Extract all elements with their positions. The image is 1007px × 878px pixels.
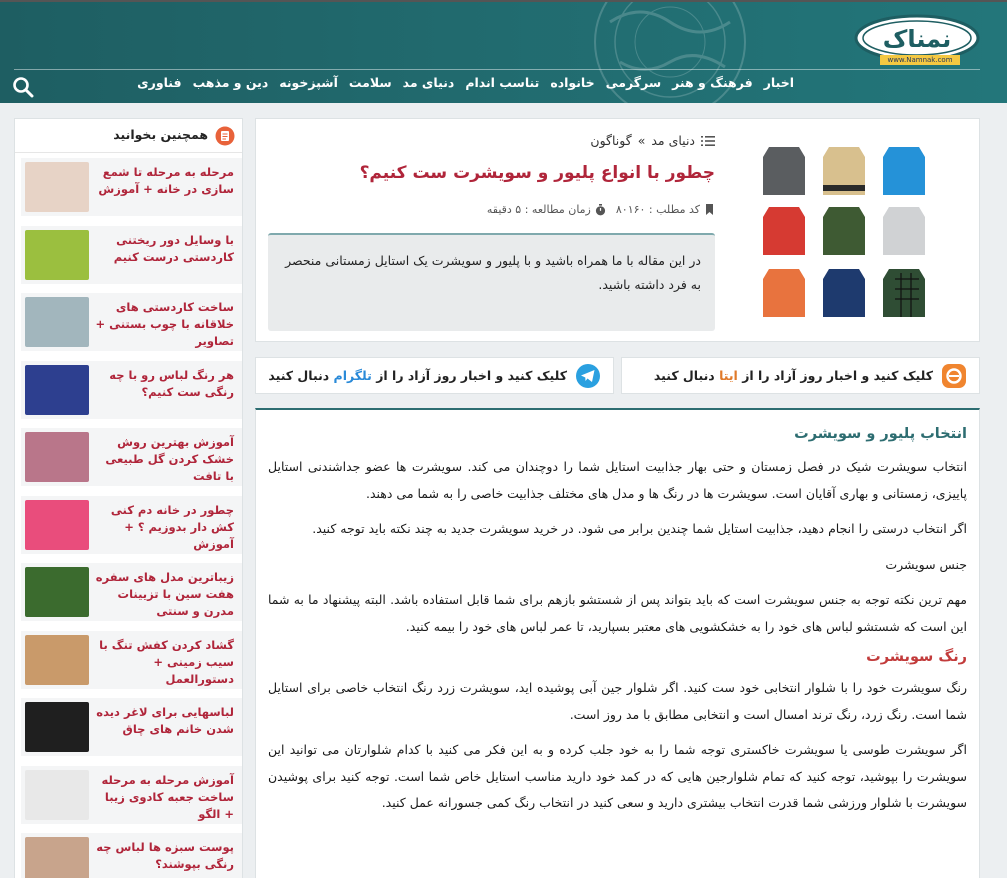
paragraph-5: رنگ سویشرت خود را با شلوار انتخابی خود ست کنید. اگر شلوار جین آبی پوشیده اید، سویشرت زرد رنگ انتخاب خاصی برای استایل شما است. رنگ زرد، رنگ ترند امسال است و انتخابی مطابق با مد روز است.: [268, 680, 967, 722]
sidebar-thumbnail[interactable]: [25, 635, 89, 685]
nav-item-fashion[interactable]: دنیای مد: [402, 75, 455, 90]
logo-text: نمناک: [882, 25, 952, 53]
nav-item-fitness[interactable]: تناسب اندام: [465, 75, 540, 90]
nav-item-entertainment[interactable]: سرگرمی: [605, 75, 662, 90]
telegram-follow-text: [268, 368, 567, 383]
sidebar-thumbnail[interactable]: [25, 365, 89, 415]
sidebar-thumbnail[interactable]: [25, 162, 89, 212]
sidebar-thumbnail[interactable]: [25, 567, 89, 617]
telegram-post-text: دنبال کنید: [268, 368, 330, 383]
sidebar-item-title[interactable]: آموزش مرحله به مرحله ساخت جعبه کادوی زیبا + الگو: [101, 772, 234, 821]
article-meta: [487, 203, 715, 216]
eitaa-follow-text: [654, 368, 933, 383]
telegram-follow-banner[interactable]: [255, 357, 614, 394]
sidebar-title: همچنین بخوانید: [113, 127, 208, 142]
eitaa-pre-text: کلیک کنید و اخبار روز آزاد را از: [742, 368, 933, 383]
breadcrumb: [590, 133, 715, 148]
sidebar-thumbnail[interactable]: [25, 432, 89, 482]
sidebar-thumbnail[interactable]: [25, 230, 89, 280]
sidebar-item-title[interactable]: پوست سبزه ها لباس چه رنگی بپوشند؟: [96, 840, 234, 871]
sidebar-item-shoe-stretch[interactable]: [21, 631, 242, 689]
paragraph-1: انتخاب سویشرت شیک در فصل زمستان و حتی بهار جذابیت استایل شما را دوچندان می کند. سویشرت ها عضو جداشندنی استایل پاییزی، زمستانی و بهاری آقایان است. سویشرت ها در رنگ ها و مدل های مختلف جذابیت خاصی را به شما می دهند.: [268, 459, 967, 501]
sidebar-item-gift-box[interactable]: [21, 766, 242, 824]
sidebar-item-title[interactable]: هر رنگ لباس رو با چه رنگی ست کنیم؟: [109, 367, 234, 399]
site-header: [0, 0, 1007, 103]
related-sidebar: [14, 118, 243, 878]
paragraph-3: جنس سویشرت: [885, 556, 967, 572]
sidebar-item-title[interactable]: زیباترین مدل های سفره هفت سین با تزیینات مدرن و سنتی: [95, 570, 234, 618]
breadcrumb-separator: »: [637, 133, 646, 148]
eitaa-follow-banner[interactable]: [621, 357, 980, 394]
sidebar-thumbnail[interactable]: [25, 770, 89, 820]
sidebar-item-olive-skin-colors[interactable]: [21, 833, 242, 878]
search-icon[interactable]: [12, 76, 34, 98]
article-body: [255, 408, 980, 878]
main-nav: [126, 72, 794, 96]
logo-url: www.Namnak.com: [880, 55, 960, 65]
eitaa-post-text: دنبال کنید: [653, 368, 715, 383]
sidebar-item-title[interactable]: چطور در خانه دم کنی کش دار بدوزیم ؟ + آموزش: [110, 502, 234, 551]
sidebar-item-slimming-outfits[interactable]: [21, 698, 242, 756]
article-code: [616, 203, 715, 216]
nav-item-health[interactable]: سلامت: [348, 75, 392, 90]
sidebar-item-recycled-crafts[interactable]: [21, 226, 242, 284]
eitaa-icon: [941, 363, 967, 389]
nav-item-religion[interactable]: دین و مذهب: [192, 75, 269, 90]
sidebar-item-title[interactable]: با وسایل دور ریختنی کاردستی درست کنیم: [113, 232, 234, 264]
section-heading-select: انتخاب پلیور و سویشرت: [794, 426, 967, 442]
sidebar-item-title[interactable]: لباسهایی برای لاغر دیده شدن خانم های چاق: [96, 705, 234, 736]
sidebar-item-title[interactable]: ساخت کاردستی های خلاقانه با چوب بستنی + تصاویر: [95, 300, 234, 348]
article-hero-image: [759, 139, 939, 329]
sidebar-item-popsicle-crafts[interactable]: [21, 293, 242, 351]
sidebar-item-dried-flowers[interactable]: [21, 428, 242, 486]
nav-item-kitchen[interactable]: آشپزخونه: [279, 75, 338, 90]
sidebar-header: [15, 119, 242, 153]
article-header-card: [255, 118, 980, 342]
sidebar-thumbnail[interactable]: [25, 702, 89, 752]
breadcrumb-misc[interactable]: گوناگون: [590, 133, 632, 148]
sidebar-thumbnail[interactable]: [25, 500, 89, 550]
paragraph-4: مهم ترین نکته توجه به جنس سویشرت است که باید بتواند پس از شستشو بازهم برای شما قابل استفاده باشد. البته پیشنهاد ما به شما این است که شستشو لباس های خود را به خشکشویی های معتبر بسپارید، تا عمر لباس های خود را بیمه کنید.: [268, 592, 967, 634]
bookmark-icon: [704, 204, 715, 215]
paragraph-6: اگر سویشرت طوسی یا سویشرت خاکستری توجه شما را به خود جلب کرده و به این فکر می کنید با کدام شلوارتان می توانید این سویشرت را بپوشید، توجه کنید که تمام شلوارجین هایی که در کمد خود دارید مناسب استایل خاص شما است. توجه کنید برای پوشیدن سویشرت با شلوار ورزشی شما قدرت انتخاب بیشتری دارید و سعی کنید در انتخاب رنگ کمی جسورانه عمل کنید.: [268, 742, 967, 810]
sidebar-thumbnail[interactable]: [25, 297, 89, 347]
stopwatch-icon: [595, 204, 606, 216]
sidebar-item-title[interactable]: گشاد کردن کفش تنگ با سیب زمینی + دستورالعمل: [99, 637, 234, 686]
sidebar-item-title[interactable]: مرحله به مرحله تا شمع سازی در خانه + آموزش: [98, 165, 234, 196]
eitaa-name: ایتا: [719, 368, 738, 383]
nav-item-technology[interactable]: فناوری: [137, 75, 182, 90]
paragraph-2: اگر انتخاب درستی را انجام دهید، جذابیت استایل شما چندین برابر می شود. در خرید سویشرت جدید به چند نکته باید توجه کنید.: [312, 521, 967, 536]
sidebar-thumbnail[interactable]: [25, 837, 89, 878]
nav-divider: [14, 69, 980, 70]
nav-item-family[interactable]: خانواده: [550, 75, 595, 90]
read-time: [487, 203, 606, 216]
nav-item-news[interactable]: اخبار: [763, 75, 794, 90]
sidebar-item-scrunchie-sewing[interactable]: [21, 496, 242, 554]
section-heading-color: رنگ سویشرت: [866, 649, 967, 665]
nav-item-culture-art[interactable]: فرهنگ و هنر: [672, 75, 753, 90]
read-time-label: زمان مطالعه : ۵ دقیقه: [486, 203, 591, 216]
sidebar-item-title[interactable]: آموزش بهترین روش خشک کردن گل طبیعی با تافت: [105, 435, 234, 483]
article-code-label: کد مطلب : ۸۰۱۶۰: [615, 203, 700, 216]
telegram-pre-text: کلیک کنید و اخبار روز آزاد را از: [376, 368, 567, 383]
list-icon: [701, 135, 715, 147]
document-icon: [215, 126, 235, 146]
article-title: چطور با انواع پلیور و سویشرت ست کنیم؟: [359, 163, 715, 183]
telegram-icon: [575, 363, 601, 389]
telegram-name: تلگرام: [333, 368, 372, 383]
article-summary: در این مقاله با ما همراه باشید و با پلیور و سویشرت یک استایل زمستانی منحصر به فرد داشته باشید.: [268, 233, 715, 331]
breadcrumb-fashion[interactable]: دنیای مد: [651, 133, 695, 148]
sidebar-item-haft-sin[interactable]: [21, 563, 242, 621]
sidebar-item-color-match[interactable]: [21, 361, 242, 419]
sidebar-item-candle-making[interactable]: [21, 158, 242, 216]
